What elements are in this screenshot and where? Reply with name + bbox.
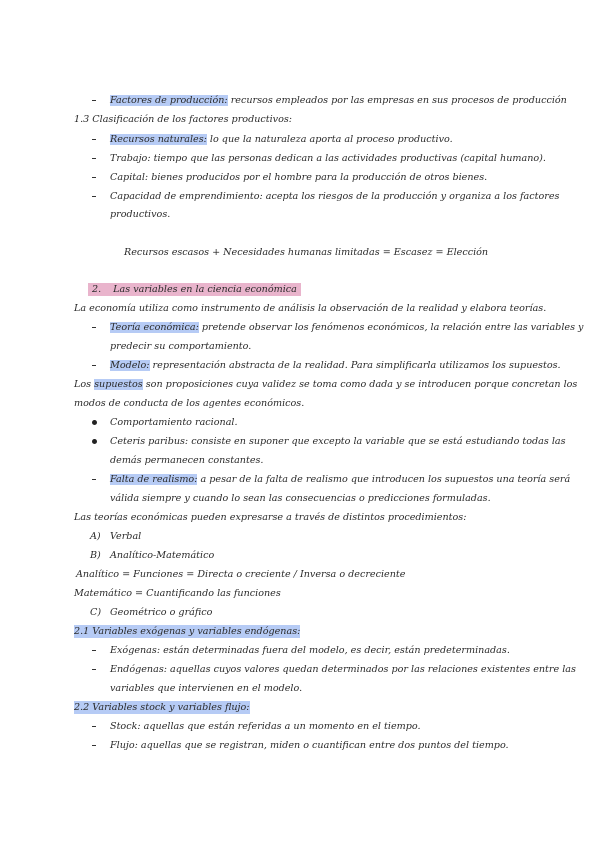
term-highlight: Factores de producción: (110, 95, 228, 106)
list-item: Falta de realismo: a pesar de la falta de realismo que introducen los supuestos una teoría será (110, 474, 571, 485)
paragraph: Matemático = Cuantificando las funciones (74, 588, 281, 599)
paragraph: Analítico = Funciones = Directa o creciente / Inversa o decreciente (76, 569, 406, 580)
list-marker: A) (90, 531, 101, 542)
list-item: Geométrico o gráfico (110, 607, 213, 618)
list-item: Capacidad de emprendimiento: acepta los riesgos de la producción y organiza a los factores (110, 191, 560, 202)
list-item-continuation: productivos. (110, 209, 171, 220)
list-item: Exógenas: están determinadas fuera del modelo, es decir, están predeterminadas. (110, 645, 510, 656)
paragraph-continuation: modos de conducta de los agentes económicos. (74, 398, 305, 409)
list-item: Ceteris paribus: consiste en suponer que excepto la variable que se está estudiando todas las (110, 436, 566, 447)
dash-bullet (92, 327, 96, 328)
dot-bullet (92, 439, 97, 444)
dash-bullet (92, 365, 96, 366)
list-item: Teoría económica: pretende observar los fenómenos económicos, la relación entre las variables y (110, 322, 584, 333)
list-item: Endógenas: aquellas cuyos valores quedan determinados por las relaciones existentes entre las (110, 664, 576, 675)
list-item: Recursos naturales: lo que la naturaleza aporta al proceso productivo. (110, 134, 453, 145)
term-highlight: supuestos (94, 379, 143, 390)
list-item-continuation: predecir su comportamiento. (110, 341, 252, 352)
list-item: Analítico-Matemático (110, 550, 215, 561)
section-heading: 2.1 Variables exógenas y variables endógenas: (74, 626, 301, 637)
paragraph: Las teorías económicas pueden expresarse a través de distintos procedimientos: (74, 512, 467, 523)
dash-bullet (92, 669, 96, 670)
section-heading: 2.2 Variables stock y variables flujo: (74, 702, 250, 713)
list-item: Factores de producción: recursos empleados por las empresas en sus procesos de producción (110, 95, 567, 106)
list-item-continuation: válida siempre y cuando lo sean las consecuencias o predicciones formuladas. (110, 493, 491, 504)
section-heading: 1.3 Clasificación de los factores productivos: (74, 114, 293, 125)
dot-bullet (92, 420, 97, 425)
dash-bullet (92, 650, 96, 651)
formula-line: Recursos escasos + Necesidades humanas limitadas = Escasez = Elección (124, 247, 489, 258)
paragraph: La economía utiliza como instrumento de análisis la observación de la realidad y elabora teorías. (74, 303, 547, 314)
dash-bullet (92, 745, 96, 746)
term-highlight: Falta de realismo: (110, 474, 198, 485)
dash-bullet (92, 479, 96, 480)
section-heading-highlight: 2. Las variables en la ciencia económica (88, 283, 301, 296)
list-marker: B) (90, 550, 101, 561)
list-item: Stock: aquellas que están referidas a un momento en el tiempo. (110, 721, 421, 732)
term-highlight: Modelo: (110, 360, 150, 371)
list-item: Verbal (110, 531, 142, 542)
list-item: Flujo: aquellas que se registran, miden o cuantifican entre dos puntos del tiempo. (110, 740, 509, 751)
term-highlight: Recursos naturales: (110, 134, 207, 145)
list-item: Modelo: representación abstracta de la realidad. Para simplificarla utilizamos los supuestos. (110, 360, 561, 371)
dash-bullet (92, 726, 96, 727)
dash-bullet (92, 196, 96, 197)
list-item: Comportamiento racional. (110, 417, 238, 428)
list-item: Capital: bienes producidos por el hombre para la producción de otros bienes. (110, 172, 488, 183)
list-item-continuation: demás permanecen constantes. (110, 455, 264, 466)
list-item: Trabajo: tiempo que las personas dedican a las actividades productivas (capital humano). (110, 153, 546, 164)
term-highlight: Teoría económica: (110, 322, 199, 333)
dash-bullet (92, 139, 96, 140)
paragraph: Los supuestos son proposiciones cuya validez se toma como dada y se introducen porque concretan los (74, 379, 578, 390)
dash-bullet (92, 177, 96, 178)
list-marker: C) (90, 607, 102, 618)
dash-bullet (92, 100, 96, 101)
list-item-continuation: variables que intervienen en el modelo. (110, 683, 303, 694)
dash-bullet (92, 158, 96, 159)
